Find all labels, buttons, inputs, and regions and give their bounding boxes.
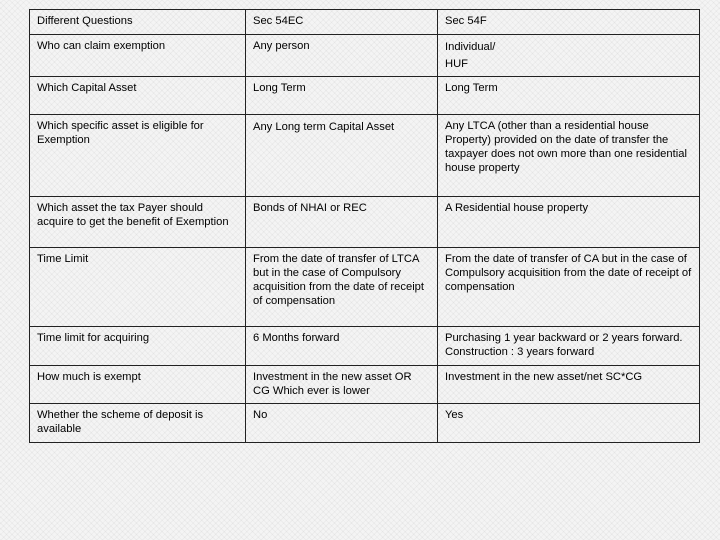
table-cell: No — [246, 404, 438, 443]
table-cell: Who can claim exemption — [30, 35, 246, 77]
table-cell: Investment in the new asset OR CG Which ever is lower — [246, 366, 438, 404]
table-cell: Long Term — [438, 77, 700, 115]
table-cell: A Residential house property — [438, 197, 700, 248]
table-cell: Yes — [438, 404, 700, 443]
table-cell: 6 Months forward — [246, 327, 438, 366]
table-cell: Any LTCA (other than a residential house Property) provided on the date of transfer the taxpayer does not own more than one residential house property — [438, 115, 700, 197]
table-row — [30, 35, 700, 77]
table-cell: Whether the scheme of deposit is available — [30, 404, 246, 443]
table-cell: From the date of transfer of CA but in the case of Compulsory acquisition from the date of receipt of compensation — [438, 248, 700, 327]
header-cell-sec-54ec: Sec 54EC — [246, 10, 438, 35]
table-cell: Bonds of NHAI or REC — [246, 197, 438, 248]
table-cell: Purchasing 1 year backward or 2 years forward. Construction : 3 years forward — [438, 327, 700, 366]
table-row — [30, 197, 700, 248]
header-cell-sec-54f: Sec 54F — [438, 10, 700, 35]
table-cell: Individual/ HUF — [438, 35, 700, 77]
table-row — [30, 366, 700, 404]
header-cell-questions: Different Questions — [30, 10, 246, 35]
table-row — [30, 248, 700, 327]
table-cell: Investment in the new asset/net SC*CG — [438, 366, 700, 404]
comparison-table — [29, 9, 700, 443]
table-cell: Long Term — [246, 77, 438, 115]
table-row — [30, 77, 700, 115]
table-cell: Time limit for acquiring — [30, 327, 246, 366]
table-row — [30, 327, 700, 366]
table-cell: From the date of transfer of LTCA but in the case of Compulsory acquisition from the date of receipt of compensation — [246, 248, 438, 327]
table-cell: How much is exempt — [30, 366, 246, 404]
table-cell: Any Long term Capital Asset — [246, 115, 438, 197]
table-cell: Any person — [246, 35, 438, 77]
table-cell: Time Limit — [30, 248, 246, 327]
table-cell: Which Capital Asset — [30, 77, 246, 115]
table-cell: Which specific asset is eligible for Exemption — [30, 115, 246, 197]
table-row — [30, 404, 700, 443]
table-row — [30, 115, 700, 197]
table-header-row — [30, 10, 700, 35]
table-cell: Which asset the tax Payer should acquire to get the benefit of Exemption — [30, 197, 246, 248]
